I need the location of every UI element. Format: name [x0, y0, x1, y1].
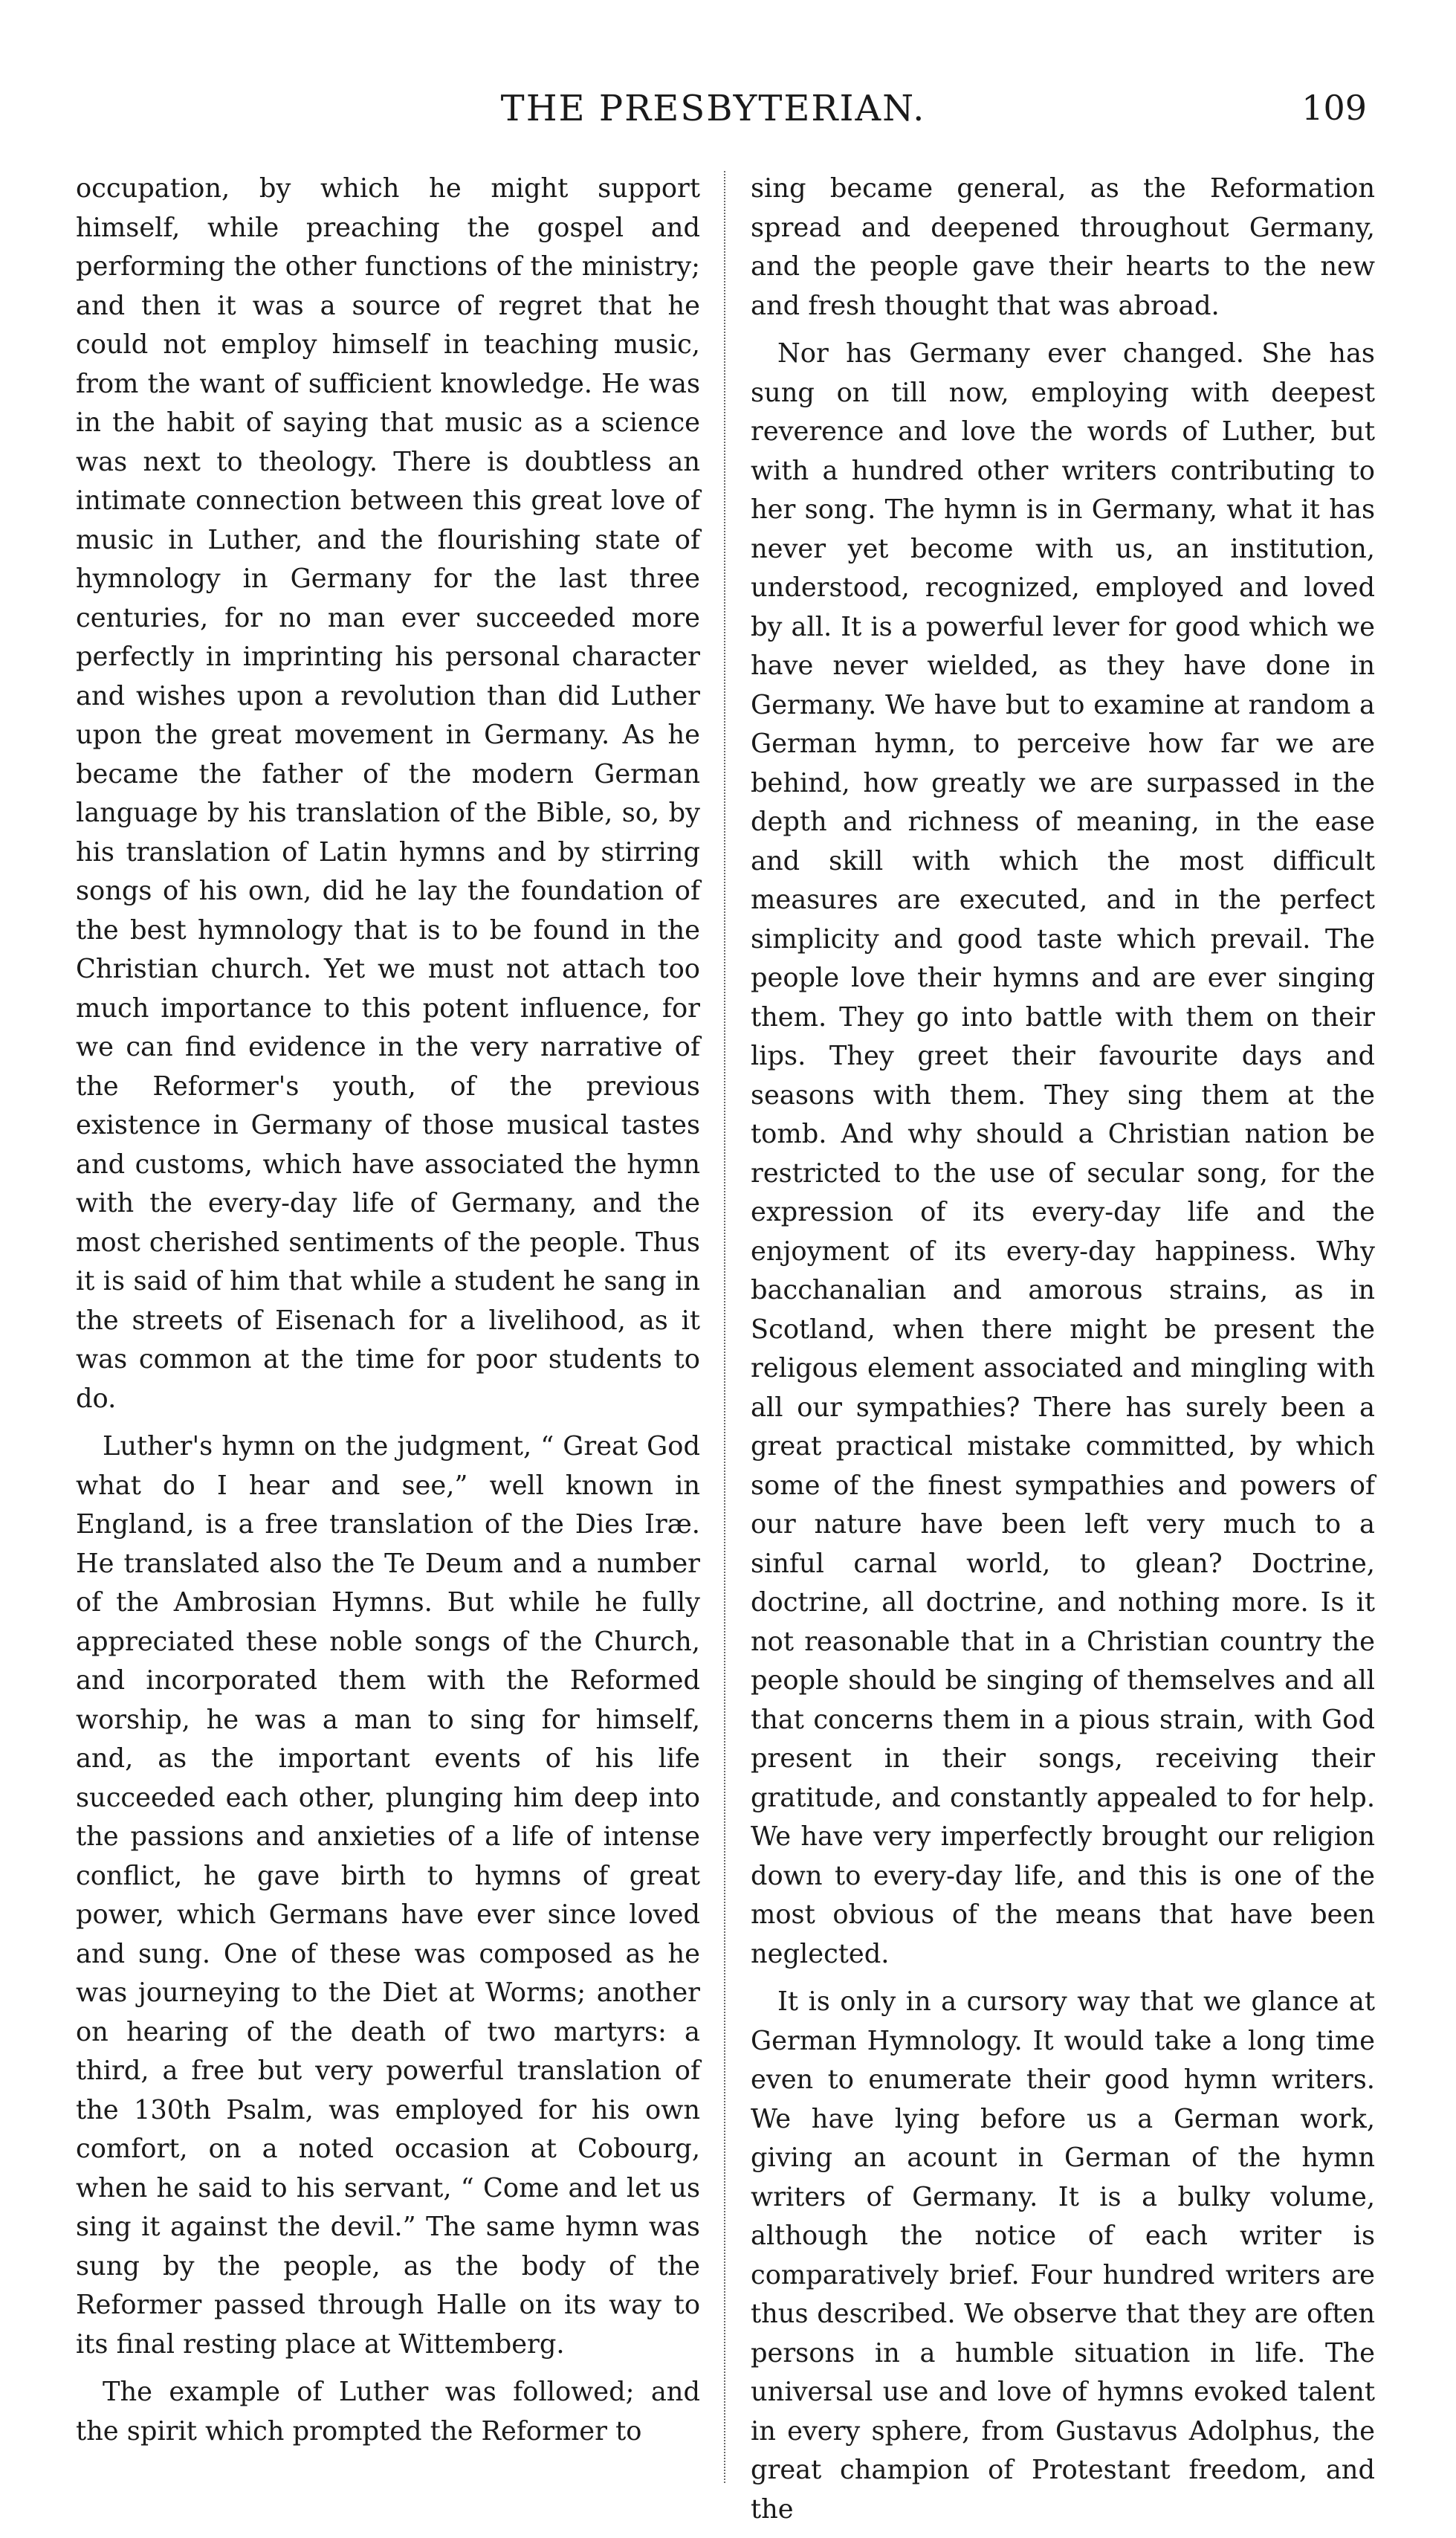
right-paragraph-1: sing became general, as the Reformation spread and deepened throughout Germany, and the people gave their hearts to the new and fresh thought that was abroad. [751, 173, 1375, 321]
left-column [76, 169, 700, 2460]
left-paragraph-2: Luther's hymn on the judgment, “ Great God what do I hear and see,” well known in England, is a free translation of the Dies Iræ. He translated also the Te Deum and a number of the Ambrosian Hymns. But while he fully appreciated these noble songs of the Church, and incorporated them with the Reformed worship, he was a man to sing for himself, and, as the important events of his life succeeded each other, plunging him deep into the passions and anxieties of a life of intense conflict, he gave birth to hymns of great power, which Germans have ever since loved and sung. One of these was composed as he was journeying to the Diet at Worms; another on hearing of the death of two martyrs: a third, a free but very powerful translation of the 130th Psalm, was employed for his own comfort, on a noted occasion at Cobourg, when he said to his servant, “ Come and let us sing it against the devil.” The same hymn was sung by the people, as the body of the Reformer passed through Halle on its way to its final resting place at Wittemberg. [76, 1431, 700, 2360]
running-title: THE PRESBYTERIAN. [500, 88, 926, 129]
page-header [59, 88, 1367, 147]
column-divider [724, 171, 725, 2483]
page-number: 109 [1301, 88, 1367, 128]
right-paragraph-2: Nor has Germany ever changed. She has sung on till now, employing with deepest reverence and love the words of Luther, but with a hundred other writers contributing to her song. The hymn is in Germany, what it has never yet become with us, an institution, understood, recognized, employed and loved by all. It is a powerful lever for good which we have never wielded, as they have done in Germany. We have but to examine at random a German hymn, to perceive how far we are behind, how greatly we are surpassed in the depth and richness of meaning, in the ease and skill with which the most difficult measures are executed, and in the perfect simplicity and good taste which prevail. The people love their hymns and are ever singing them. They go into battle with them on their lips. They greet their favourite days and seasons with them. They sing them at the tomb. And why should a Christian nation be restricted to the use of secular song, for the expression of its every-day life and the enjoyment of its every-day happiness. Why bacchanalian and amorous strains, as in Scotland, when there might be present the religous element associated and mingling with all our sympathies? There has surely been a great practical mistake committed, by which some of the finest sympathies and powers of our nature have been left very much to a sinful carnal world, to glean? Doctrine, doctrine, all doctrine, and nothing more. Is it not reasonable that in a Christian country the people should be singing of themselves and all that concerns them in a pious strain, with God present in their songs, receiving their gratitude, and constantly appealed to for help. We have very imperfectly brought our religion down to every-day life, and this is one of the most obvious of the means that have been neglected. [751, 338, 1375, 1969]
right-paragraph-3: It is only in a cursory way that we glance at German Hymnology. It would take a long time even to enumerate their good hymn writers. We have lying before us a German work, giving an acount in German of the hymn writers of Germany. It is a bulky volume, although the notice of each writer is comparatively brief. Four hundred writers are thus described. We observe that they are often persons in a humble situation in life. The universal use and love of hymns evoked talent in every sphere, from Gustavus Adolphus, the great champion of Protestant freedom, and the [751, 1986, 1375, 2525]
right-column [751, 169, 1375, 2538]
left-paragraph-3: The example of Luther was followed; and the spirit which prompted the Reformer to [76, 2377, 700, 2447]
left-paragraph-1: occupation, by which he might support himself, while preaching the gospel and performing the other functions of the ministry; and then it was a source of regret that he could not employ himself in teaching music, from the want of sufficient knowledge. He was in the habit of saying that music as a science was next to theology. There is doubtless an intimate connection between this great love of music in Luther, and the flourishing state of hymnology in Germany for the last three centuries, for no man ever succeeded more perfectly in imprinting his personal character and wishes upon a revolution than did Luther upon the great movement in Germany. As he became the father of the modern German language by his translation of the Bible, so, by his translation of Latin hymns and by stirring songs of his own, did he lay the foundation of the best hymnology that is to be found in the Christian church. Yet we must not attach too much importance to this potent influence, for we can find evidence in the very narrative of the Reformer's youth, of the previous existence in Germany of those musical tastes and customs, which have associated the hymn with the every-day life of Germany, and the most cherished sentiments of the people. Thus it is said of him that while a student he sang in the streets of Eisenach for a livelihood, as it was common at the time for poor students to do. [76, 173, 700, 1414]
